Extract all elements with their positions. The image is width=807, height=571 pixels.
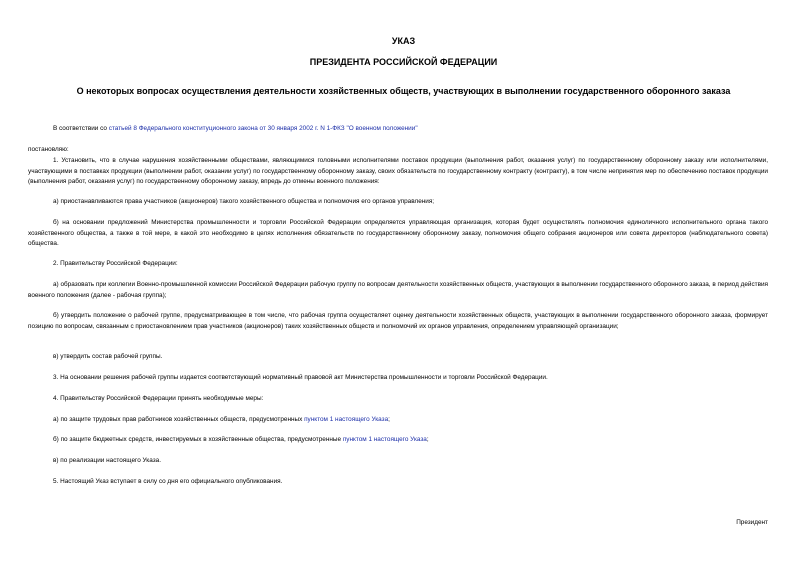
paragraph-5: 5. Настоящий Указ вступает в силу со дня его официального опубликования.: [53, 478, 283, 485]
paragraph-4b-suffix: ;: [426, 436, 429, 443]
intro-law-link[interactable]: статьей 8 Федерального конституционного закона от 30 января 2002 г. N 1-ФКЗ "О военном положении": [108, 125, 418, 132]
paragraph-2b: б) утвердить положение о рабочей группе, предусматривающее в том числе, что рабочая группа осуществляет оценку деятельности хозяйственных обществ, участвующих в выполнении государственного оборонного заказа, формирует позицию по вопросам, связанным с приостановлением прав участников (акционеров) таких хозяйственных обществ и полномочий их органов управления, определением управляющей организации;: [28, 312, 768, 330]
decree-title: УКАЗ: [391, 36, 416, 46]
paragraph-1b: б) на основании предложений Министерства промышленности и торговли Российской Федерации определяется управляющая организация, которая будет осуществлять полномочия единоличного исполнительного органа такого хозяйственного общества, а также в той мере, в какой это необходимо в целях исполнения обязательств по государственному оборонному заказу, полномочия общего собрания акционеров или совета директоров (наблюдательного совета) общества.: [28, 219, 768, 247]
paragraph-2: 2. Правительству Российской Федерации:: [53, 260, 178, 267]
paragraph-2c: в) утвердить состав рабочей группы.: [53, 353, 163, 360]
paragraph-4c: в) по реализации настоящего Указа.: [53, 457, 161, 464]
intro-paragraph: [28, 124, 768, 135]
paragraph-4: 4. Правительству Российской Федерации принять необходимые меры:: [53, 395, 264, 402]
signature-president: Президент: [736, 519, 768, 526]
paragraph-1a: а) приостанавливаются права участников (акционеров) такого хозяйственного общества и полномочия его органов управления;: [53, 198, 435, 205]
intro-prefix: В соответствии со: [53, 125, 109, 132]
paragraph-3: 3. На основании решения рабочей группы издается соответствующий нормативный правовой акт Министерства промышленности и торговли Российской Федерации.: [53, 374, 548, 381]
paragraph-4a: [28, 415, 768, 426]
paragraph-4a-prefix: а) по защите трудовых прав работников хозяйственных обществ, предусмотренных: [53, 416, 305, 423]
decree-subtitle: О некоторых вопросах осуществления деятельности хозяйственных обществ, участвующих в выполнении государственного оборонного заказа: [76, 86, 731, 96]
paragraph-4b-link[interactable]: пунктом 1 настоящего Указа: [342, 436, 427, 443]
decree-word: постановляю:: [28, 146, 69, 153]
paragraph-4a-suffix: ;: [388, 416, 390, 423]
paragraph-1: 1. Установить, что в случае нарушения хозяйственными обществами, являющимися головными исполнителями поставок продукции (выполнения работ, оказания услуг) по государственному оборонному заказу или исполнителями, участвующими в поставках продукции (выполнении работ, оказании услуг) по государственному оборонному заказу, своих обязательств по государственному контракту (контракту), в том числе непринятия мер по обеспечению поставок продукции (выполнения работ, оказания услуг) по государственному оборонному заказу, впредь до отмены военного положения:: [28, 157, 768, 185]
paragraph-4b-prefix: б) по защите бюджетных средств, инвестируемых в хозяйственные общества, предусмотренные: [53, 436, 343, 443]
decree-title-president: ПРЕЗИДЕНТА РОССИЙСКОЙ ФЕДЕРАЦИИ: [309, 57, 498, 67]
paragraph-4a-link[interactable]: пунктом 1 настоящего Указа: [304, 416, 389, 423]
paragraph-2a: а) образовать при коллегии Военно-промышленной комиссии Российской Федерации рабочую группу по вопросам деятельности хозяйственных обществ, участвующих в выполнении государственного оборонного заказа, в период действия военного положения (далее - рабочая группа);: [28, 281, 768, 299]
paragraph-4b: [28, 435, 768, 446]
